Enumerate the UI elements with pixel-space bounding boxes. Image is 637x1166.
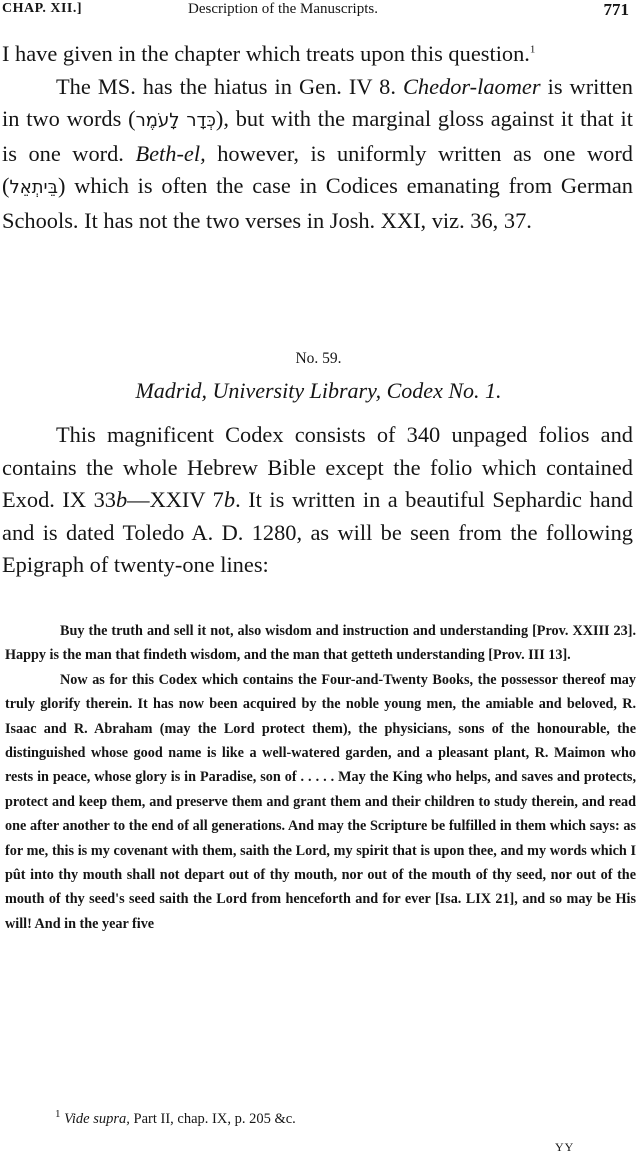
footnote-ref: 1: [529, 43, 536, 56]
footnote-marker: 1: [55, 1108, 61, 1121]
running-header: [0, 0, 637, 24]
epigraph-paragraph: Now as for this Codex which contains the Four-and-Twenty Books, the possessor thereof may truly glorify therein. It has now been acquired by the noble young men, the amiable and beloved, R. Isaac and R. Abraham (may the Lord protect them), the physicians, sons of the honourable, the distinguished whose good name is like a well-watered garden, and a pleasant plant, R. Maimon who rests in peace, whose glory is in Paradise, son of . . . . . May the King who helps, and saves and protects, protect and keep them, and preserve them and grant them and their children to study therein, and read one after another to the end of all generations. And may the Scripture be fulfilled in them which says: as for me, this is my covenant with them, saith the Lord, my spirit that is upon thee, and my words which I pût into thy mouth shall not depart out of thy mouth, nor out of the mouth of thy seed, nor out of the mouth of thy seed's seed saith the Lord from henceforth and for ever [Isa. LIX 21], and so may be His will! And in the year five: [5, 671, 636, 932]
section-title: Madrid, University Library, Codex No. 1.: [135, 378, 502, 403]
codex-description: [2, 419, 633, 582]
footnote: $^1$ Vide supra, Part II, chap. IX, p. 205 &c.: [55, 1108, 296, 1127]
epigraph-paragraph: Buy the truth and sell it not, also wisdom and instruction and understanding [Prov. XXIII 23]. Happy is the man that findeth wisdom, and the man that getteth understanding [Prov. III 13].: [5, 623, 636, 664]
top-section: [2, 38, 633, 237]
section-number: No. 59.: [295, 350, 342, 367]
paragraph-codex: This magnificent Codex consists of 340 unpaged folios and contains the whole Hebrew Bible except the folio which contained Exod. IX 33b—XXIV 7b. It is written in a beautiful Sephardic hand and is dated Toledo A. D. 1280, as will be seen from the following Epigraph of twenty-one lines:: [2, 422, 633, 577]
paragraph-continued: I have given in the chapter which treats upon this question.$^1$: [2, 41, 536, 66]
hebrew-text: בֵּיתְאֵל: [9, 177, 58, 198]
page-number: 771: [603, 0, 629, 19]
running-title: Description of the Manuscripts.: [188, 1, 378, 17]
signature-mark: YY: [555, 1140, 575, 1154]
paragraph-hiatus: The MS. has the hiatus in Gen. IV 8. Chedor-laomer is written in two words (כְּדָר לָעֹמֶר), but with the marginal gloss against it that it is one word. Beth-el, however, is uniformly written as one word (בֵּיתְאֵל) which is often the case in Codices emanating from German Schools. It has not the two verses in Josh. XXI, viz. 36, 37.: [2, 73, 633, 233]
epigraph: [5, 619, 636, 936]
hebrew-text: כְּדָר לָעֹמֶר: [135, 110, 216, 131]
chapter-label: CHAP. XII.]: [2, 1, 83, 16]
